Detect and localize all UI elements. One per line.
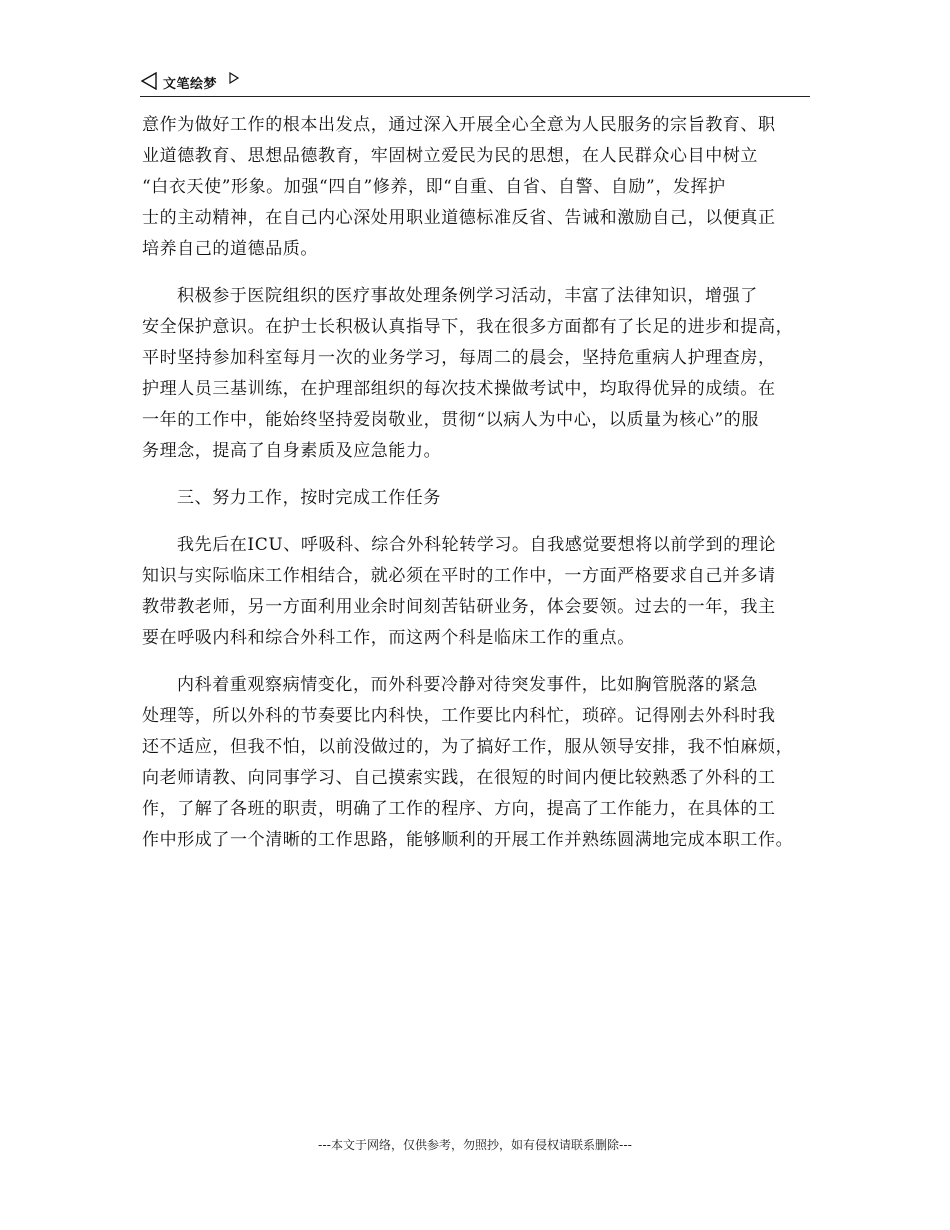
footer-disclaimer: ---本文于网络，仅供参考，勿照抄，如有侵权请联系删除--- <box>318 1138 632 1152</box>
text-line: 三、努力工作，按时完成工作任务 <box>177 488 441 508</box>
text-line: 护理人员三基训练，在护理部组织的每次技术操做考试中，均取得优异的成绩。在 <box>142 379 776 399</box>
paragraph <box>142 281 812 467</box>
text-line: 意作为做好工作的根本出发点，通过深入开展全心全意为人民服务的宗旨教育、职 <box>142 115 776 135</box>
text-line: 内科着重观察病情变化，而外科要冷静对待突发事件，比如胸管脱落的紧急 <box>177 675 758 695</box>
text-line: 向老师请教、向同事学习、自己摸索实践，在很短的时间内便比较熟悉了外科的工 <box>142 768 776 788</box>
paragraph <box>142 483 812 514</box>
paragraph <box>142 670 812 856</box>
paragraph-gap <box>142 654 812 670</box>
text-line: 还不适应，但我不怕，以前没做过的，为了搞好工作，服从领导安排，我不怕麻烦， <box>142 737 794 757</box>
text-line: 我先后在ICU、呼吸科、综合外科轮转学习。自我感觉要想将以前学到的理论 <box>177 535 777 555</box>
text-line: 士的主动精神，在自己内心深处用职业道德标准反省、告诫和激励自己，以便真正 <box>142 208 776 228</box>
text-line: 务理念，提高了自身素质及应急能力。 <box>142 441 442 461</box>
text-line: 作中形成了一个清晰的工作思路，能够顺利的开展工作并熟练圆满地完成本职工作。 <box>142 830 794 850</box>
text-line: “白衣天使”形象。加强“四自”修养，即“自重、自省、自警、自励”，发挥护 <box>142 177 726 197</box>
header-title: 文笔绘梦 <box>163 77 218 92</box>
triangle-right-icon <box>228 72 240 84</box>
text-line: 知识与实际临床工作相结合，就必须在平时的工作中，一方面严格要求自己并多请 <box>142 566 776 586</box>
text-line: 平时坚持参加科室每月一次的业务学习，每周二的晨会，坚持危重病人护理查房， <box>142 348 776 368</box>
text-line: 一年的工作中，能始终坚持爱岗敬业，贯彻“以病人为中心，以质量为核心”的服 <box>142 410 759 430</box>
text-line: 业道德教育、思想品德教育，牢固树立爱民为民的思想，在人民群众心目中树立 <box>142 146 758 166</box>
paragraph <box>142 530 812 654</box>
paragraph-gap <box>142 467 812 483</box>
page-header <box>140 70 810 96</box>
text-line: 处理等，所以外科的节奏要比内科快，工作要比内科忙，琐碎。记得刚去外科时我 <box>142 706 776 726</box>
paragraph-gap <box>142 514 812 530</box>
triangle-left-icon <box>140 72 158 90</box>
text-line: 积极参于医院组织的医疗事故处理条例学习活动，丰富了法律知识，增强了 <box>177 286 758 306</box>
paragraph <box>142 110 812 265</box>
document-body <box>142 110 812 856</box>
text-line: 培养自己的道德品质。 <box>142 239 318 259</box>
text-line: 安全保护意识。在护士长积极认真指导下，我在很多方面都有了长足的进步和提高， <box>142 317 794 337</box>
text-line: 作，了解了各班的职责，明确了工作的程序、方向，提高了工作能力，在具体的工 <box>142 799 776 819</box>
header-divider <box>140 96 810 97</box>
text-line: 教带教老师，另一方面利用业余时间刻苦钻研业务，体会要领。过去的一年，我主 <box>142 597 776 617</box>
paragraph-gap <box>142 265 812 281</box>
text-line: 要在呼吸内科和综合外科工作，而这两个科是临床工作的重点。 <box>142 628 635 648</box>
